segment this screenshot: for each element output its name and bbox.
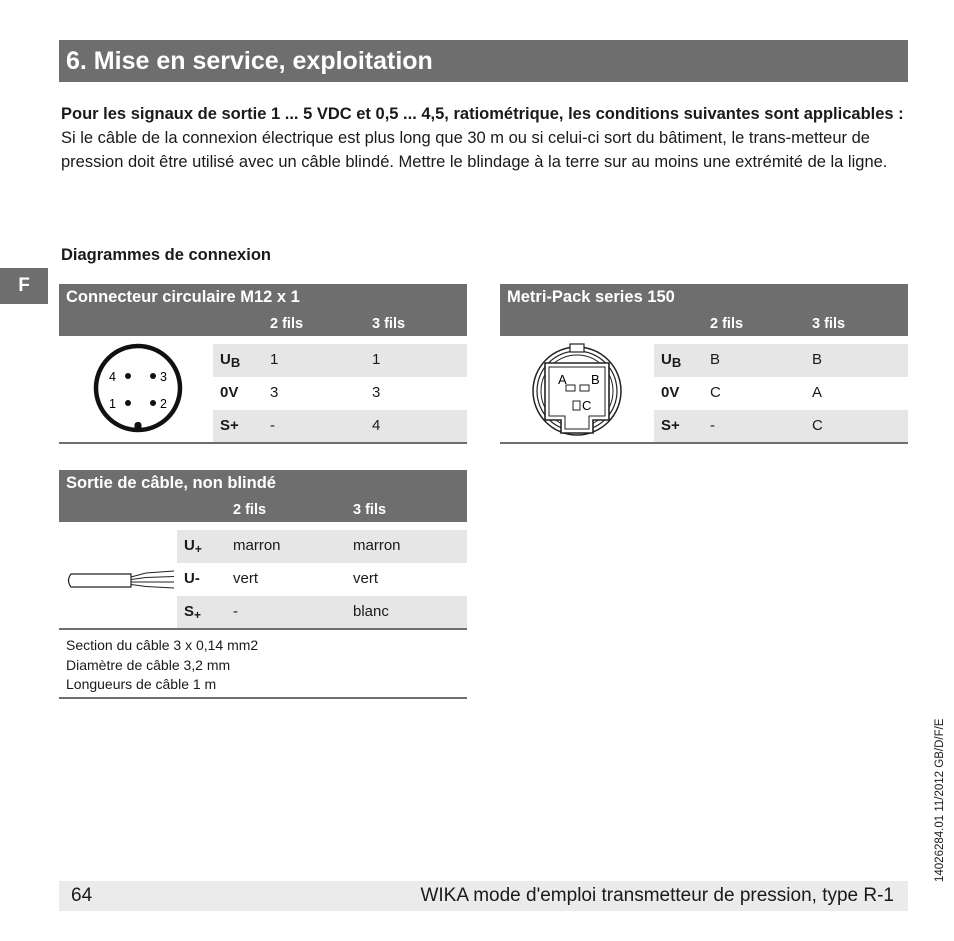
cell-2-fils: - — [233, 603, 238, 620]
metripack-col-2-fils: 2 fils — [710, 316, 744, 332]
intro-bold-text: Pour les signaux de sortie 1 ... 5 VDC et 0,5 ... 4,5, ratiométrique, les conditions suivantes sont applicables : — [61, 105, 904, 123]
table-bottom-rule — [59, 697, 467, 699]
table-row — [654, 377, 908, 410]
cell-3-fils: blanc — [353, 603, 389, 620]
row-label: $S_+$ — [184, 603, 202, 622]
pin-b-label: B — [591, 372, 600, 387]
table-bottom-rule — [500, 442, 908, 444]
table-row — [213, 344, 467, 377]
cell-3-fils: vert — [353, 570, 379, 587]
table-row — [213, 410, 467, 443]
note-line: Longueurs de câble 1 m — [66, 676, 217, 692]
pin-c-label: C — [582, 398, 592, 413]
row-label: U- — [184, 570, 200, 587]
row-label: S+ — [220, 417, 239, 434]
cell-3-fils: A — [812, 384, 823, 401]
row-label: 0V — [220, 384, 239, 401]
cable-notes — [66, 636, 258, 695]
pin-4-label: 4 — [109, 370, 116, 384]
metripack-connector-icon — [500, 336, 654, 444]
pin-1-label: 1 — [109, 397, 116, 411]
metripack-table-header — [500, 284, 908, 336]
footer-title: WIKA mode d'emploi transmetteur de pression, type R-1 — [420, 885, 894, 906]
cell-3-fils: B — [812, 351, 823, 368]
metripack-col-3-fils: 3 fils — [812, 316, 846, 332]
cell-2-fils: vert — [233, 570, 259, 587]
m12-col-3-fils: 3 fils — [372, 316, 406, 332]
cell-3-fils: 4 — [372, 417, 381, 434]
table-row — [177, 563, 467, 596]
m12-connector-table — [59, 284, 467, 444]
cell-2-fils: B — [710, 351, 721, 368]
footer-bar — [59, 881, 908, 911]
table-row — [177, 530, 467, 563]
row-label: $U_B$ — [661, 351, 682, 370]
cable-col-3-fils: 3 fils — [353, 502, 387, 518]
cable-col-2-fils: 2 fils — [233, 502, 267, 518]
section-title: 6. Mise en service, exploitation — [59, 40, 908, 82]
cell-3-fils: C — [812, 417, 823, 434]
cell-3-fils: 3 — [372, 384, 381, 401]
table-row — [177, 596, 467, 629]
cell-2-fils: marron — [233, 537, 281, 554]
metripack-title: Metri-Pack series 150 — [507, 288, 675, 306]
cable-outlet-table — [59, 470, 467, 692]
page-number: 64 — [71, 885, 93, 906]
document-reference: 14026284.01 11/2012 GB/D/F/E — [934, 718, 946, 882]
note-line: Diamètre de câble 3,2 mm — [66, 656, 231, 673]
cell-2-fils: - — [710, 417, 715, 434]
row-label: $U_+$ — [184, 537, 202, 556]
cable-table-header — [59, 470, 467, 522]
cell-2-fils: - — [270, 417, 275, 434]
m12-table-header — [59, 284, 467, 336]
pin-2-label: 2 — [160, 397, 167, 411]
row-label: S+ — [661, 417, 680, 434]
m12-connector-icon — [59, 336, 213, 444]
table-row — [654, 410, 908, 443]
pin-3-label: 3 — [160, 370, 167, 384]
cell-2-fils: C — [710, 384, 721, 401]
m12-col-2-fils: 2 fils — [270, 316, 304, 332]
intro-body-text: Si le câble de la connexion électrique est plus long que 30 m ou si celui-ci sort du bâtiment, le trans-metteur de pression doit être utilisé avec un câble blindé. Mettre le blindage à la terre sur au moins une extrémité de la ligne. — [61, 129, 888, 171]
pin-a-label: A — [558, 372, 567, 387]
cell-2-fils: 3 — [270, 384, 279, 401]
table-mid-rule — [59, 628, 467, 630]
row-label: 0V — [661, 384, 680, 401]
language-tab: F — [0, 268, 48, 304]
intro — [61, 102, 909, 174]
diagrams-heading: Diagrammes de connexion — [61, 246, 271, 264]
cable-title: Sortie de câble, non blindé — [66, 474, 276, 492]
metripack-table — [500, 284, 908, 444]
m12-title: Connecteur circulaire M12 x 1 — [66, 288, 300, 306]
note-line: Section du câble 3 x 0,14 mm2 — [66, 637, 259, 653]
cable-icon — [59, 522, 177, 630]
cell-3-fils: marron — [353, 537, 401, 554]
row-label: $U_B$ — [220, 351, 241, 370]
cell-3-fils: 1 — [372, 351, 381, 368]
table-bottom-rule — [59, 442, 467, 444]
table-row — [654, 344, 908, 377]
table-row — [213, 377, 467, 410]
cell-2-fils: 1 — [270, 351, 279, 368]
